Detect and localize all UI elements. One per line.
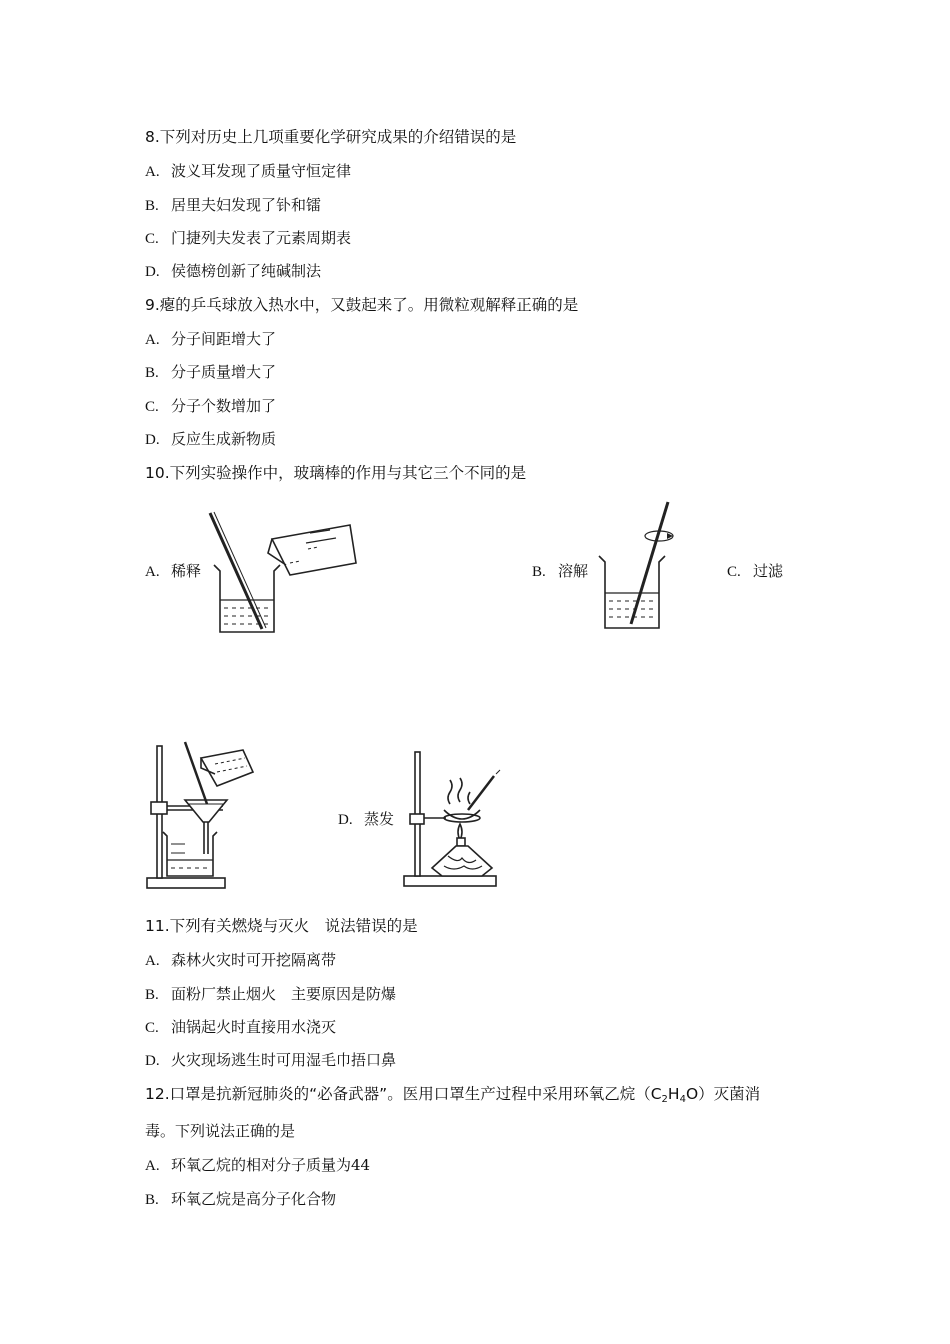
q10-label-b: B. 溶解 (532, 562, 589, 580)
q10-label-c: C. 过滤 (727, 562, 784, 580)
q9-stem: 9.瘪的乒乓球放入热水中，又鼓起来了。用微粒观解释正确的是 (145, 296, 579, 314)
q9-option-c: C. 分子个数增加了 (145, 397, 277, 415)
q11-option-d: D. 火灾现场逃生时可用湿毛巾捂口鼻 (145, 1051, 397, 1069)
q9-option-d: D. 反应生成新物质 (145, 430, 277, 448)
q8-option-a: A. 波义耳发现了质量守恒定律 (145, 162, 352, 180)
dissolving-figure (597, 500, 677, 635)
q12-stem-line2: 毒。下列说法正确的是 (145, 1122, 296, 1140)
q10-label-a: A. 稀释 (145, 562, 202, 580)
q9-option-b: B. 分子质量增大了 (145, 363, 277, 381)
q8-option-b: B. 居里夫妇发现了钋和镭 (145, 196, 322, 214)
q12-stem: 12.口罩是抗新冠肺炎的“必备武器”。医用口罩生产过程中采用环氧乙烷$(C_2H_4O)$灭菌消 (145, 1085, 761, 1105)
q11-option-a: A. 森林火灾时可开挖隔离带 (145, 951, 337, 969)
evaporation-figure (402, 748, 514, 888)
q11-stem: 11.下列有关燃烧与灭火 说法错误的是 (145, 917, 418, 935)
q12-option-b: B. 环氧乙烷是高分子化合物 (145, 1190, 337, 1208)
q10-stem: 10.下列实验操作中，玻璃棒的作用与其它三个不同的是 (145, 464, 527, 482)
q8-stem: 8.下列对历史上几项重要化学研究成果的介绍错误的是 (145, 128, 517, 146)
q10-label-d: D. 蒸发 (338, 810, 395, 828)
q12-option-a: A. 环氧乙烷的相对分子质量为44 (145, 1156, 371, 1174)
filtration-figure (145, 738, 255, 890)
q11-option-c: C. 油锅起火时直接用水浇灭 (145, 1018, 337, 1036)
q8-option-d: D. 侯德榜创新了纯碱制法 (145, 262, 322, 280)
q11-option-b: B. 面粉厂禁止烟火 主要原因是防爆 (145, 985, 397, 1003)
q8-option-c: C. 门捷列夫发表了元素周期表 (145, 229, 352, 247)
q9-option-a: A. 分子间距增大了 (145, 330, 277, 348)
dilution-figure (210, 505, 360, 635)
